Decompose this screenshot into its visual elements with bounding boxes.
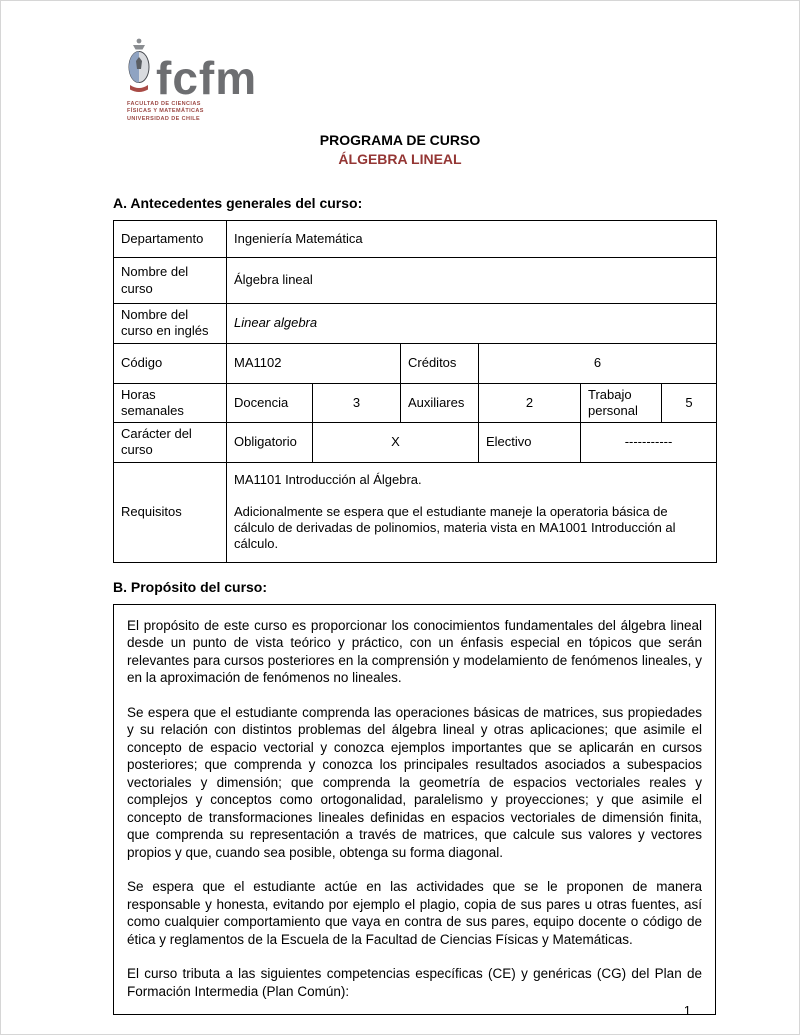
table-row-nombre-ingles [114, 304, 717, 344]
logo-caption-line3: UNIVERSIDAD DE CHILE [127, 115, 201, 122]
purpose-box [113, 604, 716, 1016]
requisitos-value [227, 462, 717, 562]
purpose-paragraph-3: Se espera que el estudiante actúe en las actividades que se le proponen de manera responsable y honesta, evitando por ejemplo el plagio, copia de sus pares u otras fuentes, así como cualquier comportamiento que vaya en contra de sus pares, equipo docente o código de ética y reglamentos de la Escuela de la Facultad de Ciencias Físicas y Matemáticas. [127, 879, 702, 947]
departamento-value: Ingeniería Matemática [227, 221, 717, 258]
table-row-codigo [114, 343, 717, 383]
caracter-label: Carácter del curso [114, 423, 227, 463]
trabajo-label: Trabajo personal [581, 383, 662, 423]
table-row-horas [114, 383, 717, 423]
electivo-value: ----------- [581, 423, 717, 463]
auxiliares-label: Auxiliares [401, 383, 479, 423]
nombre-ingles-label: Nombre del curso en inglés [114, 304, 227, 344]
page-number: 1 [683, 1003, 691, 1018]
obligatorio-value: X [313, 423, 479, 463]
table-row-caracter [114, 423, 717, 463]
section-b-heading: B. Propósito del curso: [113, 578, 268, 595]
nombre-label: Nombre del curso [114, 258, 227, 304]
requisitos-line2: Adicionalmente se espera que el estudiante maneje la operatoria básica de cálculo de derivadas de polinomios, materia vista en MA1001 Introducción al cálculo. [234, 503, 676, 552]
docencia-value: 3 [313, 383, 401, 423]
purpose-paragraph-1: El propósito de este curso es proporcionar los conocimientos fundamentales del álgebra lineal desde un punto de vista teórico y práctico, con un énfasis especial en tópicos que serán relevantes para cursos posteriores en la comprensión y modelamiento de fenómenos lineales, y en la aproximación de fenómenos no lineales. [127, 617, 702, 686]
purpose-paragraph-4: El curso tributa a las siguientes competencias específicas (CE) y genéricas (CG) del Plan de Formación Intermedia (Plan Común): [127, 966, 702, 999]
purpose-paragraph-2: Se espera que el estudiante comprenda las operaciones básicas de matrices, sus propiedades y su relación con distintos problemas del álgebra lineal y otras aplicaciones; que asimile el concepto de espacio vectorial y conozca ejemplos importantes que se aplicarán en cursos posteriores; que comprenda y conozca los principales resultados asociados a subespacios vectoriales y dimensión; que comprenda la geometría de espacios vectoriales reales y complejos y conceptos como ortogonalidad, paralelismo y proyecciones; y que asimile el concepto de transformaciones lineales definidas en espacios vectoriales de dimensión finita, que comprenda su representación a través de matrices, que calcule sus valores y vectores propios y que, cuando sea posible, obtenga su forma diagonal. [127, 704, 702, 860]
requisitos-line1: MA1101 Introducción al Álgebra. [234, 471, 422, 487]
requisitos-label: Requisitos [114, 462, 227, 562]
creditos-value: 6 [479, 343, 717, 383]
codigo-label: Código [114, 343, 227, 383]
logo-caption [127, 101, 277, 123]
trabajo-value: 5 [662, 383, 717, 423]
logo-caption-line2: FÍSICAS Y MATEMÁTICAS [127, 108, 204, 115]
university-logo [127, 37, 277, 123]
table-row-departamento [114, 221, 717, 258]
obligatorio-label: Obligatorio [227, 423, 313, 463]
horas-label: Horas semanales [114, 383, 227, 423]
creditos-label: Créditos [401, 343, 479, 383]
auxiliares-value: 2 [479, 383, 581, 423]
nombre-value: Álgebra lineal [227, 258, 717, 304]
document-body [1, 195, 799, 1015]
departamento-label: Departamento [114, 221, 227, 258]
electivo-label: Electivo [479, 423, 581, 463]
codigo-value: MA1102 [227, 343, 401, 383]
university-crest-icon [127, 37, 151, 98]
page-title: PROGRAMA DE CURSO [319, 132, 481, 149]
logo-caption-line1: FACULTAD DE CIENCIAS [127, 101, 201, 107]
document-titles [1, 131, 799, 169]
general-info-table [113, 220, 717, 563]
docencia-label: Docencia [227, 383, 313, 423]
table-row-nombre [114, 258, 717, 304]
page-subtitle: ÁLGEBRA LINEAL [338, 151, 462, 168]
table-row-requisitos [114, 462, 717, 562]
fcfm-wordmark: fcfm [156, 51, 258, 104]
nombre-ingles-value: Linear algebra [227, 304, 717, 344]
section-a-heading: A. Antecedentes generales del curso: [113, 195, 363, 212]
